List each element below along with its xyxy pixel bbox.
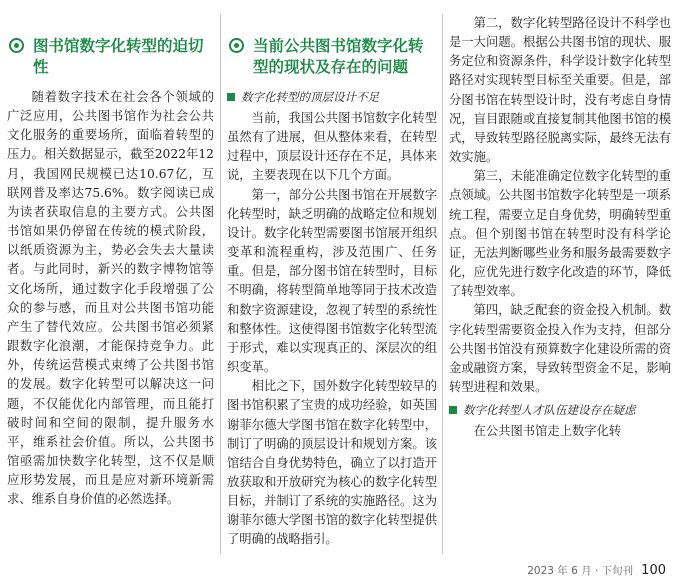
circle-bullet-icon <box>9 38 24 53</box>
paragraph: 当前，我国公共图书馆数字化转型虽然有了进展，但从整体来看，在转型过程中，顶层设计还存在不足，具体来说，主要表现在以下几个方面。 <box>227 111 437 183</box>
subheading-talent-text: 数字化转型人才队伍建设存在疑虑 <box>463 403 636 418</box>
section2-heading-text: 当前公共图书馆数字化转型的现状及存在的问题 <box>253 37 424 76</box>
square-bullet-icon <box>449 406 457 414</box>
square-bullet-icon <box>227 93 235 101</box>
page-number: 100 <box>641 563 666 578</box>
subheading-talent <box>449 401 671 420</box>
subheading-top-design-text: 数字化转型的顶层设计不足 <box>241 90 379 104</box>
subheading-top-design <box>227 88 437 107</box>
paragraph: 在公共图书馆走上数字化转 <box>473 424 622 439</box>
page-footer <box>527 563 666 578</box>
section1-heading <box>7 36 214 78</box>
paragraph: 第四，缺乏配套的资金投入机制。数字化转型需要资金投入作为支持，但部分公共图书馆没有预算数字化建设所需的资金或融资方案，导致转型资金不足，影响转型进程和效果。 <box>449 303 671 394</box>
paragraph: 第一，部分公共图书馆在开展数字化转型时，缺乏明确的战略定位和规划设计。数字化转型需要图书馆展开组织变革和流程重构，涉及范围广、任务重。但是，部分图书馆在转型时，目标不明确，将转型简单地等同于技术改造和数字资源建设，忽视了转型的系统性和整体性。这使得图书馆数字化转型流于形式，难以实现真正的、深层次的组织变革。 <box>227 187 437 375</box>
section1-paragraph: 随着数字技术在社会各个领域的广泛应用，公共图书馆作为社会公共文化服务的重要场所，面临着转型的压力。相关数据显示，截至2022年12月，我国网民规模已达10.67亿，互联网普及率达75.6%。数字阅读已成为读者获取信息的主要方式。公共图书馆如果仍停留在传统的模式阶段，以纸质资源为主，势必会失去大量读者。与此同时，新兴的数字博物馆等文化场所，通过数字化手段增强了公众的参与感，而且对公共图书馆功能产生了替代效应。公共图书馆必须紧跟数字化浪潮，才能保持竞争力。此外，传统运营模式束缚了公共图书馆的发展。数字化转型可以解决这一问题，不仅能优化内部管理，而且能打破时间和空间的限制，提升服务水平，维系社会价值。所以，公共图书馆亟需加快数字化转型，这不仅是顺应形势发展，而且是应对新环境新需求、维系自身价值的必然选择。 <box>7 90 214 507</box>
section1-heading-text: 图书馆数字化转型的迫切性 <box>33 37 204 76</box>
paragraph: 相比之下，国外数字化转型较早的图书馆积累了宝贵的成功经验，如英国谢菲尔德大学图书馆在数字化转型中，制订了明确的顶层设计和规划方案。该馆结合自身优势特色，确立了以打造开放获取和开放研究为核心的数字化转型目标，并制订了系统的实施路径。这为谢菲尔德大学图书馆的数字化转型提供了明确的战略指引。 <box>227 379 437 547</box>
column-divider-right <box>442 14 443 554</box>
column-1 <box>7 14 214 509</box>
section2-heading <box>227 36 437 78</box>
column-divider-left <box>220 14 221 554</box>
circle-bullet-icon <box>229 38 244 53</box>
paragraph: 第二，数字化转型路径设计不科学也是一大问题。根据公共图书馆的现状、服务定位和资源条件，科学设计数字化转型路径对实现转型目标至关重要。但是，部分图书馆在转型设计时，没有考虑自身情况，盲目跟随或直接复制其他图书馆的模式，导致转型路径脱离实际，最终无法有效实施。 <box>449 16 671 165</box>
issue-date: 2023 年 6 月 · 下旬刊 <box>527 565 634 577</box>
paragraph: 第三，未能准确定位数字化转型的重点领域。公共图书馆数字化转型是一项系统工程，需要立足自身优势，明确转型重点。但个别图书馆在转型时没有科学论证，无法判断哪些业务和服务最需要数字化，应优先进行数字化改造的环节，降低了转型效率。 <box>449 169 671 299</box>
column-3 <box>449 14 671 441</box>
column-2 <box>227 14 437 550</box>
